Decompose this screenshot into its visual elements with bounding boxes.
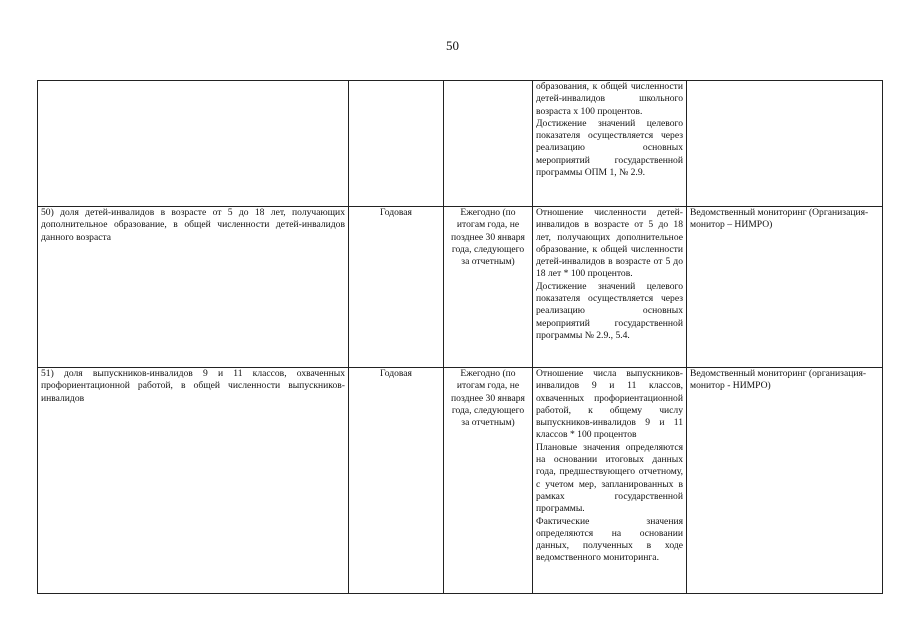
page-number: 50: [446, 38, 459, 53]
method-paragraph: образования, к общей численности детей-инвалидов школьного возраста х 100 процентов.: [536, 81, 683, 117]
table-row: [38, 207, 883, 368]
deadline-cell: [444, 81, 533, 207]
method-paragraph: Отношение числа выпускников-инвалидов 9 и 11 классов, охваченных профориентационной работой, к общему числу выпускников-инвалидов 9 и 11 классов * 100 процентов: [536, 368, 683, 441]
periodicity-cell: Годовая: [349, 368, 444, 594]
method-cell: [533, 81, 687, 207]
table-row: [38, 368, 883, 594]
method-paragraph: Плановые значения определяются на основании итоговых данных года, предшествующего отчетному, с учетом мер, запланированных в рамках государственной программы.: [536, 441, 683, 515]
method-paragraph: Достижение значений целевого показателя осуществляется через реализацию основных мероприятий государственной программы ОПМ 1, № 2.9.: [536, 117, 683, 179]
indicators-table: [37, 80, 883, 594]
method-paragraph: Отношение численности детей-инвалидов в возрасте от 5 до 18 лет, получающих дополнительное образование, к общей численности детей-инвалидов в возрасте от 5 до 18 лет * 100 процентов.: [536, 207, 683, 280]
periodicity-cell: Годовая: [349, 207, 444, 368]
method-paragraph: Достижение значений целевого показателя осуществляется через реализацию основных мероприятий государственной программы № 2.9., 5.4.: [536, 280, 683, 341]
indicator-name-cell: [38, 81, 349, 207]
method-cell: [533, 207, 687, 368]
indicator-name-cell: 50) доля детей-инвалидов в возрасте от 5 до 18 лет, получающих дополнительное образование, в общей численности детей-инвалидов данного возраста: [38, 207, 349, 368]
table-row: [38, 81, 883, 207]
deadline-cell: Ежегодно (по итогам года, не позднее 30 января года, следующего за отчетным): [444, 368, 533, 594]
deadline-cell: Ежегодно (по итогам года, не позднее 30 января года, следующего за отчетным): [444, 207, 533, 368]
source-cell: Ведомственный мониторинг (Организация-монитор – НИМРО): [687, 207, 883, 368]
method-paragraph: Фактические значения определяются на основании данных, полученных в ходе ведомственного мониторинга.: [536, 515, 683, 564]
source-cell: Ведомственный мониторинг (организация-монитор - НИМРО): [687, 368, 883, 594]
indicator-name-cell: 51) доля выпускников-инвалидов 9 и 11 классов, охваченных профориентационной работой, в общей численности выпускников-инвалидов: [38, 368, 349, 594]
method-cell: [533, 368, 687, 594]
source-cell: [687, 81, 883, 207]
periodicity-cell: [349, 81, 444, 207]
